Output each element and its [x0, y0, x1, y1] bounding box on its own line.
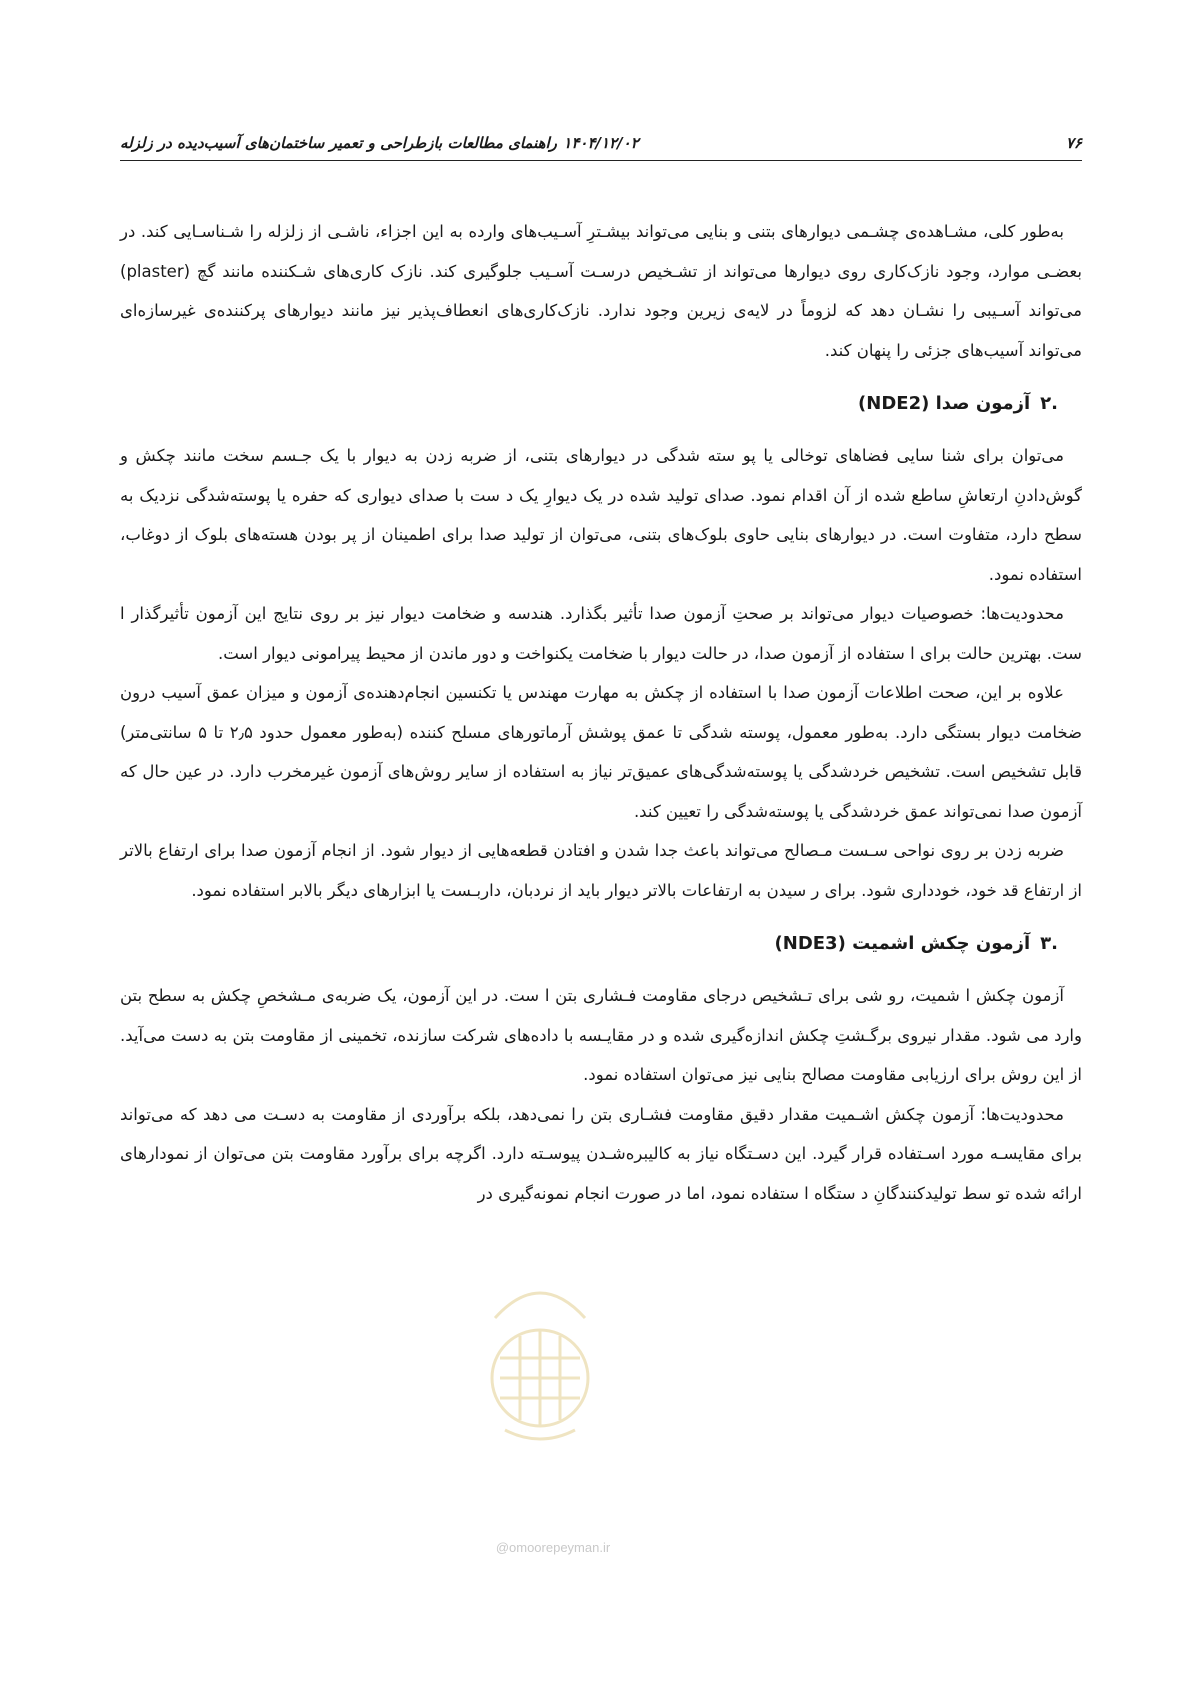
- section-number: .۲: [1040, 393, 1058, 414]
- paragraph: علاوه بر این، صحت اطلاعات آزمون صدا با استفاده از چکش به مهارت مهندس یا تکنسین انجام‌دهنده‌ی آزمون و میزان عمق آسیب درون ضخامت دیوار بستگی دارد. به‌طور معمول، پوسته شدگی تا عمق پوشش آرماتورهای مسلح کننده (به‌طور معمول حدود ۲٫۵ تا ۵ سانتی‌متر) قابل تشخیص است. تشخیص خردشدگی یا پوسته‌شدگی‌های عمیق‌تر نیاز به استفاده از سایر روش‌های آزمون غیرمخرب دارد. در عین حال که آزمون صدا نمی‌تواند عمق خردشدگی یا پوسته‌شدگی را تعیین کند.: [120, 683, 1083, 821]
- intro-paragraph: به‌طور کلی، مشـاهده‌ی چشـمی دیوارهای بتنی و بنایی می‌تواند بیشـترِ آسـیب‌های وارده به این اجزاء، ناشـی از زلزله را شـناسـایی کند. در بعضـی موارد، وجود نازک‌کاری روی دیوارها می‌تواند از تشـخیص درسـت آسـیب جلوگیری کند. نازک کاری‌های شـکننده مانند گچ (plaster) می‌تواند آسـیبی را نشـان دهد که لزوماً در لایه‌ی زیرین وجود ندارد. نازک‌کاری‌های انعطاف‌پذیر نیز مانند دیوارهای پرکننده‌ی غیرسازه‌ای می‌تواند آسیب‌های جزئی را پنهان کند.: [120, 222, 1082, 360]
- section-heading-nde3: [120, 924, 1058, 964]
- paragraph: آزمون چکش ا شمیت، رو شی برای تـشخیص درجای مقاومت فـشاری بتن ا ست. در این آزمون، یک ضربه‌ی مـشخصِ چکش به سطح بتن وارد می شود. مقدار نیروی برگـشتِ چکش اندازه‌گیری شده و در مقایـسه با داده‌های شرکت سازنده، تخمینی از مقاومت بتن به دست می‌آید. از این روش برای ارزیابی مقاومت مصالح بنایی نیز می‌توان استفاده نمود.: [120, 986, 1082, 1084]
- section-number: .۳: [1040, 933, 1058, 954]
- section-heading-nde2: [120, 384, 1058, 424]
- body-text: [120, 212, 1082, 1213]
- paragraph: ضربه زدن بر روی نواحی سـست مـصالح می‌تواند باعث جدا شدن و افتادن قطعه‌هایی از دیوار شود. از انجام آزمون صدا برای ارتفاع بالاتر از ارتفاع قد خود، خودداری شود. برای ر سیدن به ارتفاعات بالاتر دیوار باید از نردبان، داربـست یا ابزارهای دیگر بالابر استفاده نمود.: [120, 841, 1082, 900]
- section-title: آزمون چکش اشمیت (NDE3): [774, 933, 1031, 954]
- watermark-logo-icon: [475, 1258, 605, 1448]
- page-number: ۷۶: [1065, 134, 1082, 152]
- paragraph: می‌توان برای شنا سایی فضاهای توخالی یا پو سته شدگی در دیوارهای بتنی، از ضربه زدن به دیوار با یک جـسم سخت مانند چکش و گوش‌دادنِ ارتعاشِ ساطع شده از آن اقدام نمود. صدای تولید شده در یک دیوارِ یک د ست با صدای دیواری که حفره یا پوسته‌شدگی نزدیک به سطح دارد، متفاوت است. در دیوارهای بنایی حاوی بلوک‌های بتنی، می‌توان از تولید صدا برای اطمینان از پر بودن هسته‌های بلوک از دوغاب، استفاده نمود.: [120, 446, 1082, 584]
- paragraph: محدودیت‌ها: آزمون چکش اشـمیت مقدار دقیق مقاومت فشـاری بتن را نمی‌دهد، بلکه برآوردی از مقاومت به دسـت می دهد که می‌تواند برای مقایسـه مورد اسـتفاده قرار گیرد. این دسـتگاه نیاز به کالیبره‌شـدن پیوسـته دارد. اگرچه برای برآورد مقاومت بتن می‌توان از نمودارهای ارائه شده تو سط تولیدکنندگانِ د ستگاه ا ستفاده نمود، اما در صورت انجام نمونه‌گیری در: [120, 1104, 1082, 1203]
- running-header: [120, 132, 1082, 161]
- section-title: آزمون صدا (NDE2): [858, 393, 1031, 414]
- paragraph: محدودیت‌ها: خصوصیات دیوار می‌تواند بر صحتِ آزمون صدا تأثیر بگذارد. هندسه و ضخامت دیوار نیز بر روی نتایج این آزمون تأثیرگذار ا ست. بهترین حالت برای ا ستفاده از آزمون صدا، در حالت دیوار با ضخامت یکنواخت و دور ماندن از محیط پیرامونی دیوار است.: [120, 604, 1082, 663]
- header-date: ۱۴۰۴/۱۲/۰۲: [563, 134, 639, 152]
- header-title: راهنمای مطالعات بازطراحی و تعمیر ساختمان‌های آسیب‌دیده در زلزله: [120, 134, 557, 152]
- watermark-text: @omoorepeyman.ir: [495, 1540, 611, 1555]
